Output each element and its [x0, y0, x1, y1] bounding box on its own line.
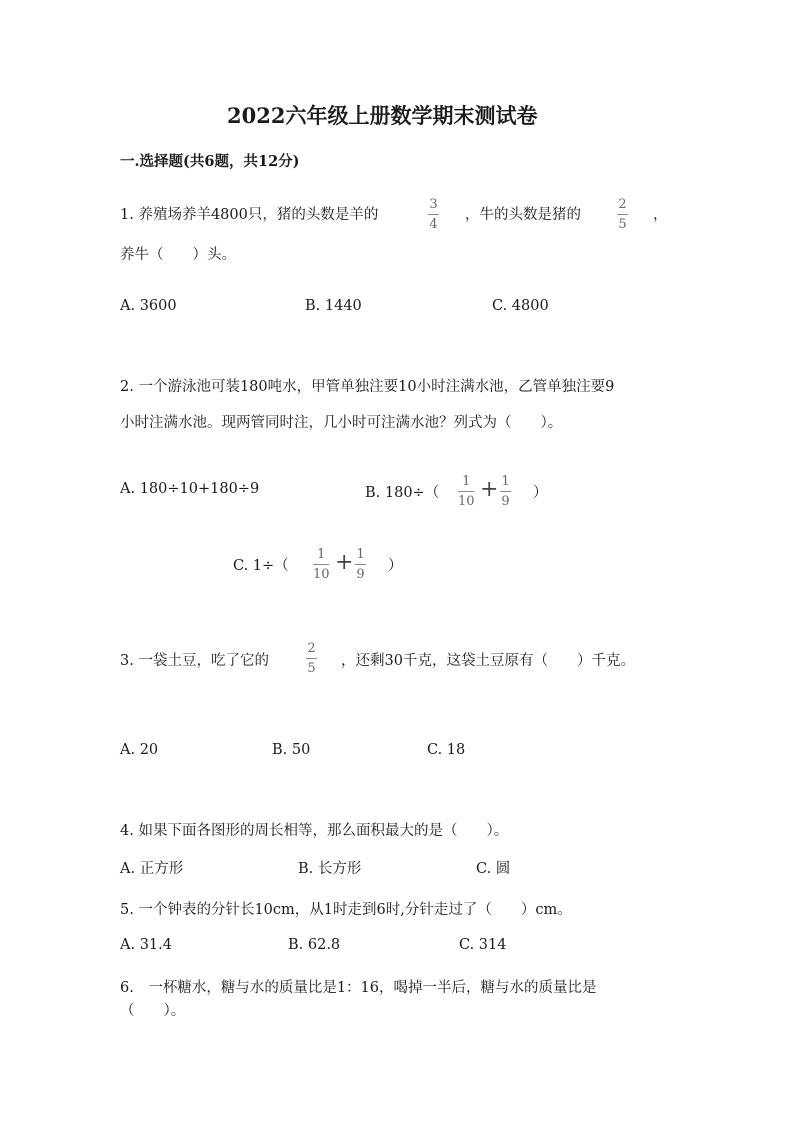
fraction-bar [617, 214, 628, 215]
fraction-2-5 [306, 641, 317, 676]
question-2-text-line2: 小时注满水池。现两管同时注，几小时可注满水池？列式为（ ）。 [120, 415, 563, 431]
question-4-text: 4. 如果下面各图形的周长相等，那么面积最大的是（ ）。 [120, 823, 509, 839]
fraction-denominator: 10 [313, 567, 330, 582]
fraction-2-5 [617, 197, 628, 232]
fraction-denominator: 4 [429, 217, 438, 232]
question-1-text-b: ，牛的头数是猪的 [465, 207, 581, 223]
question-6-text-line2: （ ）。 [120, 1003, 186, 1019]
fraction-denominator: 9 [356, 567, 365, 582]
option-a[interactable]: A. 31.4 [120, 937, 172, 953]
question-1-text-line2: 养牛（ ）头。 [120, 247, 236, 263]
question-1-text-a: 1. 养殖场养羊4800只，猪的头数是羊的 [120, 207, 379, 223]
question-5-text: 5. 一个钟表的分针长10cm，从1时走到6时,分针走过了（ ）cm。 [120, 902, 572, 918]
option-b[interactable]: B. 62.8 [288, 937, 341, 953]
option-b[interactable]: B. 长方形 [298, 861, 362, 877]
fraction-1-9 [500, 474, 511, 509]
fraction-1-9 [355, 547, 366, 582]
question-3-text-b: ，还剩30千克，这袋土豆原有（ ）千克。 [341, 653, 635, 669]
question-2-text-line1: 2. 一个游泳池可装180吨水，甲管单独注要10小时注满水池，乙管单独注要9 [120, 379, 615, 395]
section-heading: 一.选择题(共6题，共12分) [120, 153, 300, 170]
option-a[interactable]: A. 正方形 [120, 861, 184, 877]
option-c-prefix: C. 1÷（ [233, 558, 289, 574]
fraction-numerator: 1 [501, 474, 510, 489]
option-b[interactable]: B. 1440 [305, 298, 362, 314]
fraction-denominator: 9 [501, 494, 510, 509]
option-a[interactable]: A. 20 [120, 742, 159, 758]
fraction-bar [428, 214, 439, 215]
option-c[interactable]: C. 18 [427, 742, 466, 758]
question-3-text-a: 3. 一袋土豆，吃了它的 [120, 653, 269, 669]
plus-sign: + [480, 477, 499, 502]
option-c[interactable]: C. 圆 [476, 861, 511, 877]
page-title: 2022六年级上册数学期末测试卷 [227, 103, 538, 128]
fraction-numerator: 2 [307, 641, 316, 656]
option-b-prefix: B. 180÷（ [365, 485, 440, 501]
fraction-numerator: 1 [356, 547, 365, 562]
fraction-bar [355, 564, 366, 565]
fraction-1-10 [458, 474, 475, 509]
fraction-1-10 [313, 547, 330, 582]
fraction-bar [458, 491, 474, 492]
option-a[interactable]: A. 3600 [120, 298, 177, 314]
fraction-denominator: 5 [618, 217, 627, 232]
fraction-numerator: 3 [429, 197, 438, 212]
option-c[interactable]: C. 4800 [492, 298, 549, 314]
fraction-numerator: 1 [462, 474, 471, 489]
option-c-suffix: ） [388, 558, 403, 574]
fraction-numerator: 1 [317, 547, 326, 562]
option-a[interactable]: A. 180÷10+180÷9 [120, 481, 260, 497]
fraction-bar [306, 658, 317, 659]
question-1-text-c: ， [653, 207, 668, 223]
question-6-text-line1: 6. 一杯糖水，糖与水的质量比是1：16，喝掉一半后，糖与水的质量比是 [120, 980, 597, 996]
fraction-3-4 [428, 197, 439, 232]
option-b-suffix: ） [533, 485, 548, 501]
plus-sign: + [335, 550, 354, 575]
fraction-bar [500, 491, 511, 492]
option-c[interactable]: C. 314 [459, 937, 507, 953]
fraction-numerator: 2 [618, 197, 627, 212]
fraction-bar [313, 564, 329, 565]
fraction-denominator: 10 [458, 494, 475, 509]
option-b[interactable]: B. 50 [272, 742, 311, 758]
fraction-denominator: 5 [307, 661, 316, 676]
